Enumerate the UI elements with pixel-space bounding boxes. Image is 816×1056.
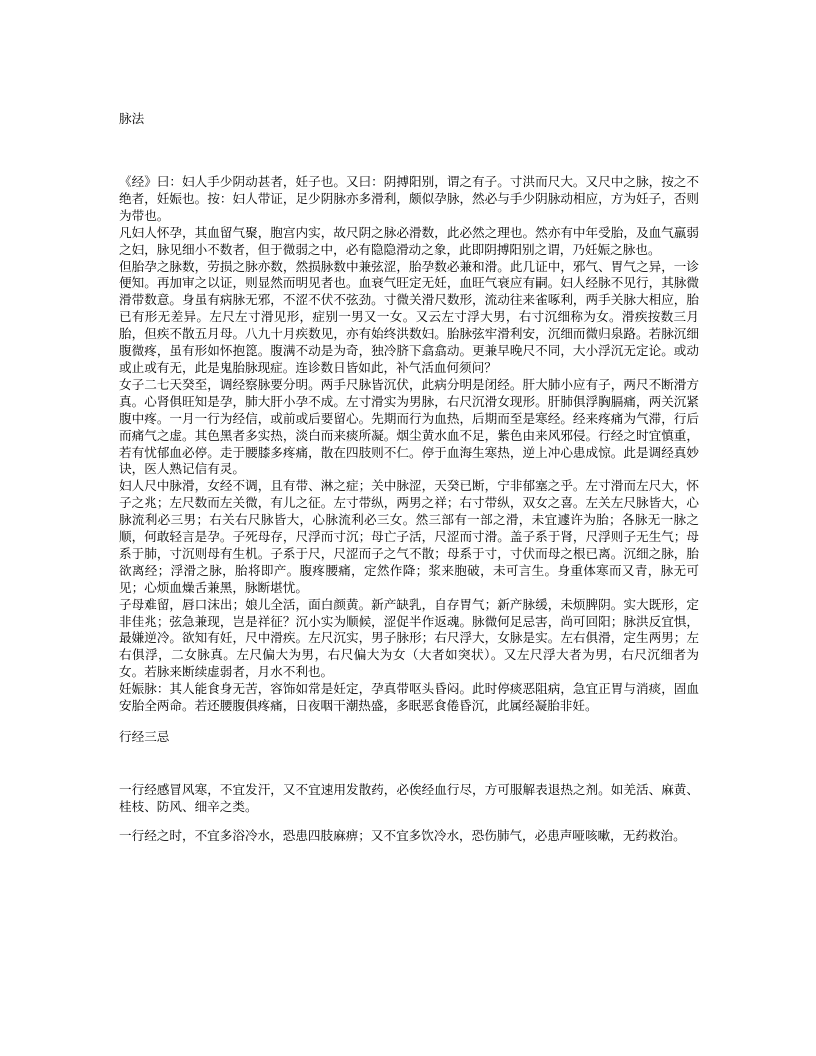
body-paragraph: 妇人尺中脉滑，女经不调，且有带、淋之症；关中脉涩，天癸已断，宁非郁塞之乎。左寸滑而左尺大，怀子之兆；左尺数而左关微，有儿之征。左寸带纵，两男之祥；右寸带纵，双女之喜。左关左尺脉皆大，心脉流利必三男；右关右尺脉皆大，心脉流利必三女。然三部有一部之滑，未宜遽许为胎；各脉无一脉之顺，何敢轻言是孕。子死母存，尺浮而寸沉；母亡子活，尺涩而寸滑。盖子系于肾，尺浮则子无生气；母系于肺，寸沉则母有生机。子系于尺，尺涩而子之气不散；母系于寸，寸伏而母之根已离。沉细之脉，胎欲离经；浮滑之脉，胎将即产。腹疼腰痛，定然作降；浆来胞破，未可言生。身重体寒而又青，脉无可见；心烦血燥舌兼黑，脉断堪忧。 (119, 479, 699, 595)
body-paragraph: 妊娠脉：其人能食身无苦，容饰如常是妊定，孕真带呕头昏闷。此时停痰恶阻病，急宜正胃与消痰，固血安胎全两命。若还腰腹俱疼痛，日夜咽干潮热盛，多眠恶食倦昏沉，此属经凝胎非妊。 (119, 682, 699, 714)
section-paragraph: 一行经感冒风寒，不宜发汗，又不宜速用发散药，必俟经血行尽，方可服解表退热之剂。如羌活、麻黄、桂枝、防风、细辛之类。 (119, 783, 699, 814)
section-body (119, 782, 699, 845)
body-paragraph: 但胎孕之脉数，劳损之脉亦数，然损脉数中兼弦涩，胎孕数必兼和滑。此几证中，邪气、胃气之异，一诊便知。再加审之以证，则显然而明见者也。血衰气旺定无妊，血旺气衰应有嗣。妇人经脉不见行，其脉微滑带数意。身虽有病脉无邪，不涩不伏不弦劲。寸微关滑尺数形，流动往来雀啄利，两手关脉大相应，胎已有形无差异。左尺左寸滑见形，症别一男又一女。又云左寸浮大男，右寸沉细称为女。滑疾按数三月胎，但疾不散五月母。八九十月疾数见，亦有始终洪数妇。胎脉弦牢滑利安，沉细而微归泉路。若脉沉细腹微疼，虽有形如怀抱箆。腹满不动是为奇，独冷脐下翕翕动。更兼早晚尺不同，大小浮沉无定论。或动或止或有无，此是鬼胎脉现症。连诊数日皆如此，补气活血何须问？ (119, 259, 699, 375)
body-paragraph: 子母难留，唇口沫出；娘儿全活，面白颜黄。新产缺乳，自存胃气；新产脉缓，未烦脾阴。实大既形，定非佳兆；弦急兼现，岂是祥征？沉小实为顺候，涩促半作返魂。脉微何足忌害，尚可回阳；脉洪反宜惧，最嫌逆冷。欲知有妊，尺中滑疾。左尺沉实，男子脉形；右尺浮大，女脉是实。左右俱滑，定生两男；左右俱浮，二女脉真。左尺偏大为男，右尺偏大为女（大者如突状）。又左尺浮大者为男，右尺沉细者为女。若脉来断续虚弱者，月水不利也。 (119, 597, 699, 680)
document-body (119, 174, 699, 715)
body-paragraph: 凡妇人怀孕，其血留气聚，胞宫内实，故尺阴之脉必滑数，此必然之理也。然亦有中年受胎，及血气羸弱之妇，脉见细小不数者，但于微弱之中，必有隐隐滑动之象，此即阴搏阳别之谓，乃妊娠之脉也。 (119, 225, 699, 257)
body-paragraph: 《经》曰：妇人手少阴动甚者，妊子也。又曰：阴搏阳别，谓之有子。寸洪而尺大。又尺中之脉，按之不绝者，妊娠也。按：妇人带证，足少阴脉亦多滑利，颇似孕脉，然必与手少阴脉动相应，方为妊子，否则为带也。 (119, 175, 699, 223)
body-paragraph: 女子二七天癸至，调经察脉要分明。两手尺脉皆沉伏，此病分明是闭经。肝大肺小应有子，两尺不断滑方真。心肾俱旺知是孕，肺大肝小孕不成。左寸滑实为男脉，右尺沉滑女现形。肝肺俱浮胸膈痛，两关沉紧腹中疼。一月一行为经信，或前或后要留心。先期而行为血热，后期而至是寒经。经来疼痛为气滞，行后而痛气之虚。其色黑者多实热，淡白而来痰所凝。烟尘黄水血不足，紫色由来风邪侵。行经之时宜慎重，若有忧郁血必停。走于腰膝多疼痛，散在四肢则不仁。停于血海生寒热，逆上冲心患成惊。此是调经真妙诀，医人熟记信有灵。 (119, 377, 699, 477)
section-title: 行经三忌 (119, 730, 170, 744)
page-title: 脉法 (119, 112, 145, 126)
section-paragraph: 一行经之时，不宜多浴冷水，恐患四肢麻痹；又不宜多饮冷水，恐伤肺气，必患声哑咳嗽，无药救治。 (119, 828, 686, 843)
